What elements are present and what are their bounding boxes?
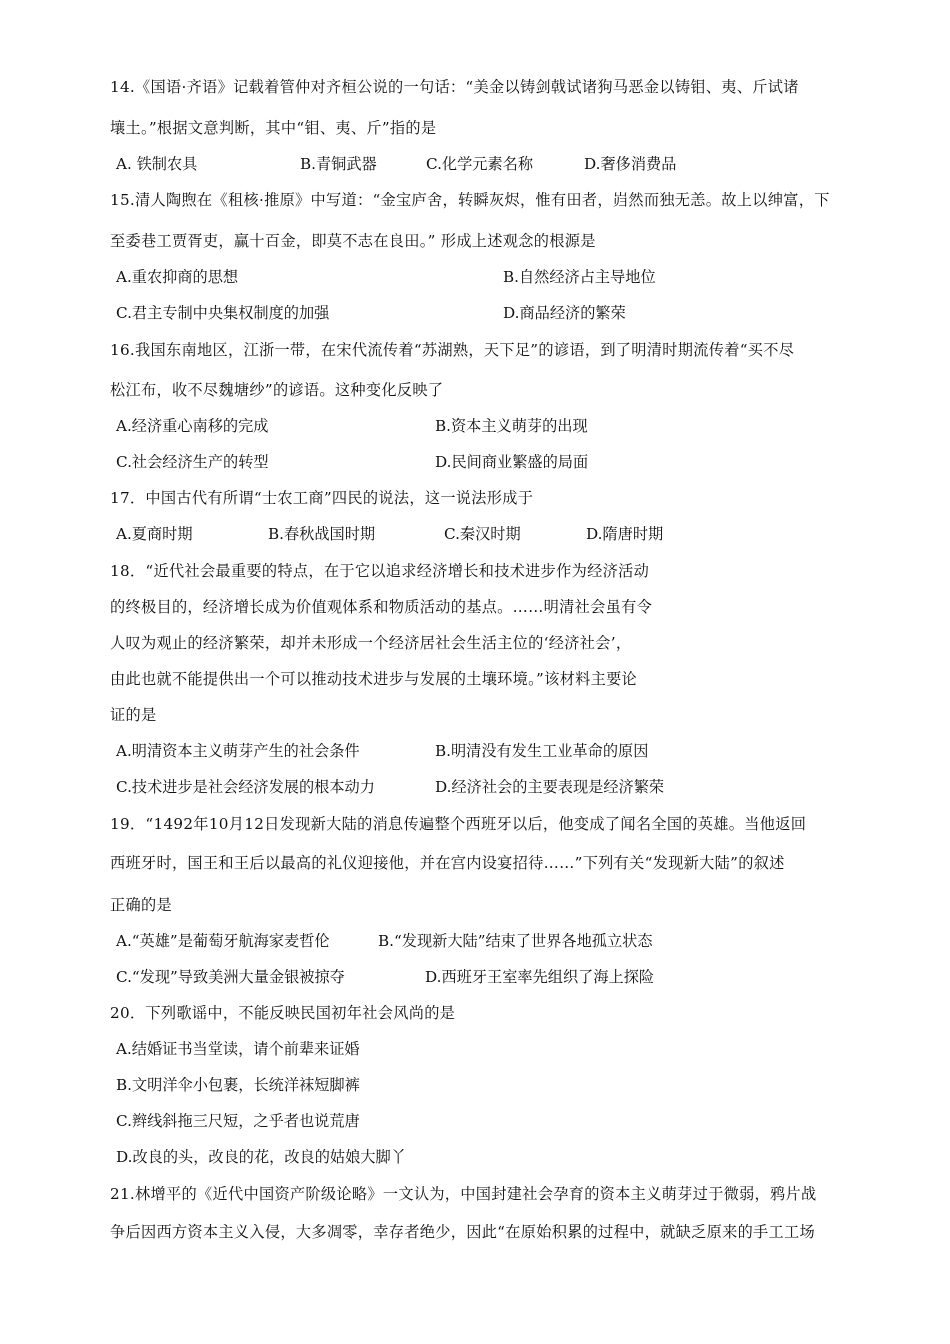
question-17-option-c: C.秦汉时期 [444, 525, 521, 543]
question-15-option-c: C.君主专制中央集权制度的加强 [116, 304, 330, 322]
question-16-text-line-1: 16.我国东南地区，江浙一带，在宋代流传着“苏湖熟，天下足”的谚语，到了明清时期流传着“买不尽 [110, 341, 795, 359]
question-18-text-line-5: 证的是 [110, 706, 157, 724]
question-18-option-a: A.明清资本主义萌芽产生的社会条件 [116, 742, 360, 760]
question-19-text-line-1: 19．“1492年10月12日发现新大陆的消息传遍整个西班牙以后，他变成了闻名全国的英雄。当他返回 [110, 815, 807, 833]
question-20-option-d: D.改良的头，改良的花，改良的姑娘大脚丫 [116, 1148, 406, 1166]
question-18-option-c: C.技术进步是社会经济发展的根本动力 [116, 778, 375, 796]
question-21-text-line-1: 21.林增平的《近代中国资产阶级论略》一文认为，中国封建社会孕育的资本主义萌芽过于微弱，鸦片战 [110, 1185, 817, 1203]
question-20-option-b: B.文明洋伞小包裹，长统洋袜短脚裤 [116, 1076, 360, 1094]
question-14-text-line-1: 14.《国语·齐语》记载着管仲对齐桓公说的一句话：“美金以铸剑戟试诸狗马恶金以铸钼、夷、斤试诸 [110, 78, 799, 96]
question-18-text-line-4: 由此也就不能提供出一个可以推动技术进步与发展的土壤环境。”该材料主要论 [110, 670, 638, 688]
question-14-option-d: D.奢侈消费品 [584, 155, 677, 173]
question-19-option-b: B.“发现新大陆”结束了世界各地孤立状态 [378, 932, 653, 950]
question-15-option-b: B.自然经济占主导地位 [503, 268, 656, 286]
question-16-option-a: A.经济重心南移的完成 [116, 417, 269, 435]
question-16-text-line-2: 松江布，收不尽魏塘纱”的谚语。这种变化反映了 [110, 381, 444, 399]
question-15-option-a: A.重农抑商的思想 [116, 268, 239, 286]
question-18-option-d: D.经济社会的主要表现是经济繁荣 [435, 778, 665, 796]
question-15-text-line-2: 至委巷工贾胥吏，赢十百金，即莫不志在良田。” 形成上述观念的根源是 [110, 232, 596, 250]
question-20-text: 20．下列歌谣中，不能反映民国初年社会风尚的是 [110, 1004, 456, 1022]
question-20-option-c: C.辫线斜拖三尺短，之乎者也说荒唐 [116, 1112, 360, 1130]
question-17-option-d: D.隋唐时期 [586, 525, 664, 543]
question-19-option-c: C.“发现”导致美洲大量金银被掠夺 [116, 968, 345, 986]
question-18-option-b: B.明清没有发生工业革命的原因 [435, 742, 649, 760]
question-16-option-b: B.资本主义萌芽的出现 [435, 417, 588, 435]
question-20-option-a: A.结婚证书当堂读，请个前辈来证婚 [116, 1040, 360, 1058]
question-15-option-d: D.商品经济的繁荣 [503, 304, 626, 322]
question-14-option-b: B.青铜武器 [300, 155, 377, 173]
question-18-text-line-2: 的终极目的，经济增长成为价值观体系和物质活动的基点。……明清社会虽有令 [110, 598, 653, 616]
question-14-option-a: A. 铁制农具 [116, 155, 198, 173]
question-19-text-line-2: 西班牙时，国王和王后以最高的礼仪迎接他，并在宫内设宴招待……”下列有关“发现新大陆”的叙述 [110, 854, 785, 872]
question-15-text-line-1: 15.清人陶煦在《租核·推原》中写道：“金宝庐舍，转瞬灰烬，惟有田者，岿然而独无恙。故上以绅富，下 [110, 191, 830, 209]
question-17-text: 17．中国古代有所谓“士农工商”四民的说法，这一说法形成于 [110, 489, 534, 507]
question-18-text-line-3: 人叹为观止的经济繁荣，却并未形成一个经济居社会生活主位的‘经济社会’， [110, 634, 632, 652]
question-21-text-line-2: 争后因西方资本主义入侵，大多凋零，幸存者绝少，因此“在原始积累的过程中，就缺乏原来的手工工场 [110, 1223, 816, 1241]
question-16-option-d: D.民间商业繁盛的局面 [435, 453, 589, 471]
question-18-text-line-1: 18．“近代社会最重要的特点，在于它以追求经济增长和技术进步作为经济活动 [110, 562, 650, 580]
question-19-text-line-3: 正确的是 [110, 896, 172, 914]
question-17-option-b: B.春秋战国时期 [268, 525, 376, 543]
question-16-option-c: C.社会经济生产的转型 [116, 453, 269, 471]
question-14-option-c: C.化学元素名称 [426, 155, 534, 173]
question-14-text-line-2: 壤土。”根据文意判断，其中“钼、夷、斤”指的是 [110, 119, 437, 137]
question-19-option-d: D.西班牙王室率先组织了海上探险 [425, 968, 655, 986]
question-17-option-a: A.夏商时期 [116, 525, 193, 543]
question-19-option-a: A.“英雄”是葡萄牙航海家麦哲伦 [116, 932, 330, 950]
